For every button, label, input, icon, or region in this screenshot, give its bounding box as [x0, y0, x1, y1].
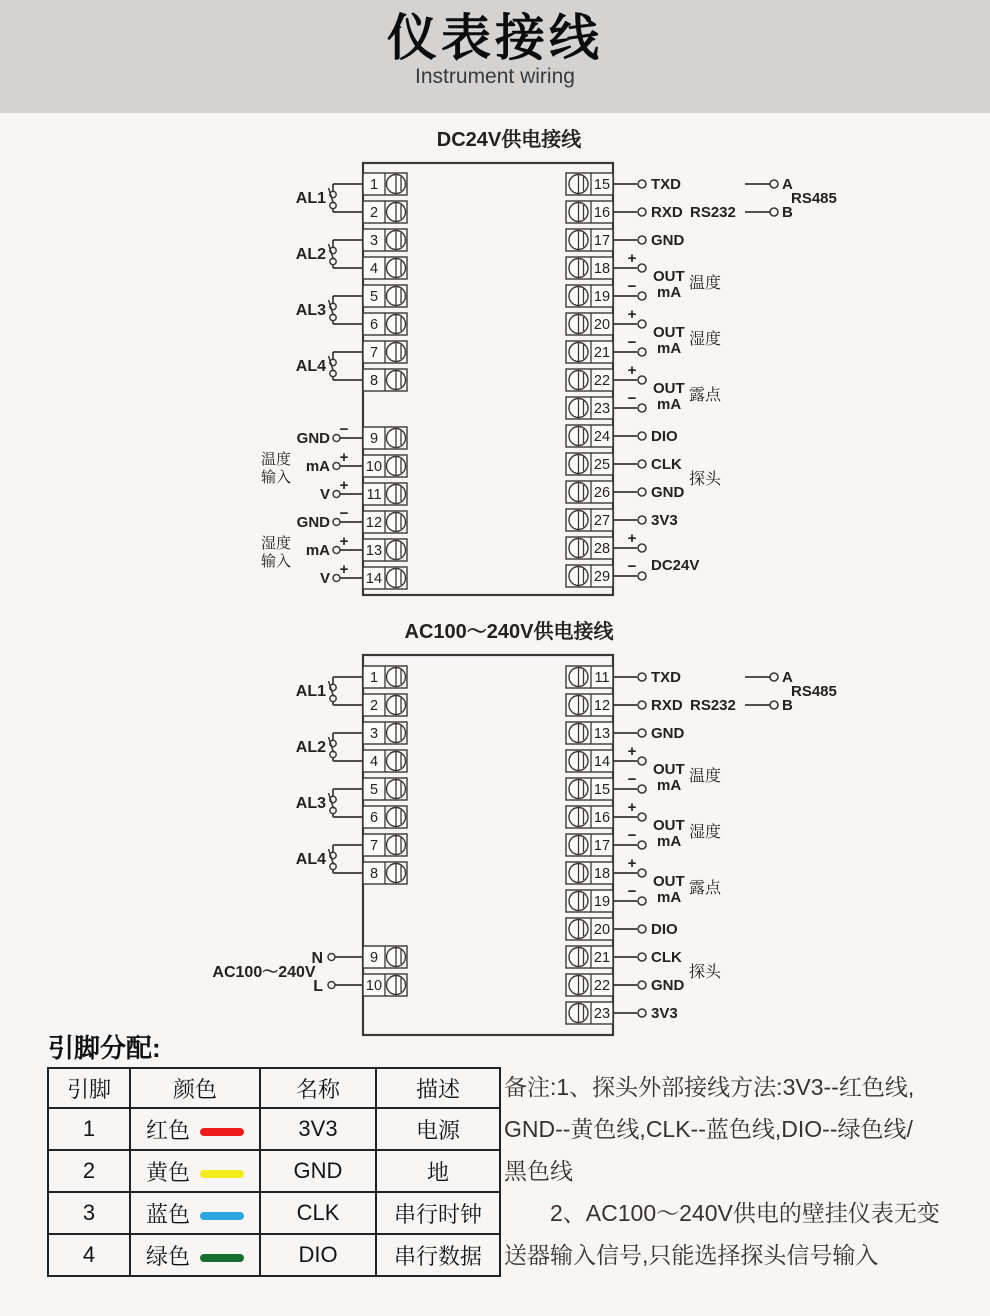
probe-label: 探头 [689, 471, 722, 488]
rs232-label: RS232 [690, 204, 736, 221]
power-node [328, 954, 335, 961]
power-source-label: AC100～240V [212, 964, 316, 981]
output-node [638, 292, 646, 300]
pin-table-cell-name: CLK [260, 1192, 376, 1234]
output-node [638, 460, 646, 468]
input-group-label: 输入 [260, 553, 292, 570]
power-line-label: L [313, 978, 323, 995]
pin-number: 1 [369, 177, 379, 193]
wire-color-name: 红色 [145, 1117, 190, 1143]
pin-number: 12 [365, 515, 383, 531]
wire-color-name: 绿色 [145, 1243, 190, 1269]
polarity-sign: + [339, 449, 349, 466]
pin-number: 17 [593, 838, 611, 854]
output-label: OUT [653, 873, 685, 890]
pin-table-header-cell: 描述 [376, 1068, 500, 1108]
output-tag-label: 温度 [689, 275, 722, 292]
pin-function-label: 3V3 [651, 1005, 678, 1022]
pin-number: 21 [593, 345, 611, 361]
pin-function-label: TXD [651, 669, 681, 686]
output-label: OUT [653, 380, 685, 397]
pin-table-body [48, 1108, 500, 1276]
pin-table-cell-name: GND [260, 1150, 376, 1192]
alarm-switch-label: AL4 [295, 358, 326, 375]
rs485-b-label: B [782, 204, 793, 221]
output-node [638, 208, 646, 216]
pin-number: 10 [365, 459, 383, 475]
pin-number: 4 [369, 754, 379, 770]
polarity-sign: − [627, 558, 637, 575]
polarity-sign: + [339, 533, 349, 550]
alarm-switch-label: AL4 [295, 851, 326, 868]
pin-table-cell-desc: 电源 [376, 1108, 500, 1150]
output-node [638, 981, 646, 989]
pin-table-cell-pin: 1 [48, 1108, 130, 1150]
pin-table-cell-color [130, 1192, 260, 1234]
rs485-label: RS485 [791, 683, 837, 700]
probe-label: 探头 [689, 964, 722, 981]
alarm-switch-label: AL3 [295, 795, 326, 812]
pin-number: 14 [593, 754, 611, 770]
pin-number: 27 [593, 513, 611, 529]
pin-number: 11 [594, 670, 610, 686]
polarity-sign: − [627, 334, 637, 351]
input-signal-label: GND [296, 514, 330, 531]
input-signal-label: mA [305, 458, 330, 475]
output-node [638, 236, 646, 244]
polarity-sign: − [627, 771, 637, 788]
output-unit-label: mA [657, 777, 682, 794]
polarity-sign: + [627, 799, 637, 816]
output-node [638, 785, 646, 793]
output-node [638, 673, 646, 681]
pin-number: 20 [593, 317, 611, 333]
input-signal-label: V [319, 570, 330, 587]
output-node [638, 925, 646, 933]
page-subtitle: Instrument wiring [415, 65, 575, 88]
output-tag-label: 湿度 [689, 331, 722, 348]
output-label: OUT [653, 817, 685, 834]
output-node [638, 376, 646, 384]
output-unit-label: mA [657, 833, 682, 850]
output-unit-label: mA [657, 340, 682, 357]
output-node [638, 264, 646, 272]
pin-number: 28 [593, 541, 611, 557]
rs232-label: RS232 [690, 697, 736, 714]
pin-number: 20 [593, 922, 611, 938]
polarity-sign: − [627, 883, 637, 900]
pin-number: 2 [369, 698, 379, 714]
output-tag-label: 露点 [689, 387, 722, 404]
pin-function-label: GND [651, 725, 685, 742]
pin-number: 22 [593, 978, 611, 994]
polarity-sign: + [627, 362, 637, 379]
pin-number: 11 [366, 487, 382, 503]
output-node [638, 404, 646, 412]
diagram-title: DC24V供电接线 [436, 129, 582, 151]
output-unit-label: mA [657, 889, 682, 906]
pin-table-cell-desc: 地 [376, 1150, 500, 1192]
pin-number: 2 [369, 205, 379, 221]
pin-table-cell-pin: 3 [48, 1192, 130, 1234]
pin-number: 16 [593, 205, 611, 221]
rs485-a-label: A [782, 669, 793, 686]
polarity-sign: + [627, 306, 637, 323]
pin-number: 4 [369, 261, 379, 277]
input-group-label: 湿度 [260, 535, 292, 552]
output-node [638, 432, 646, 440]
polarity-sign: + [627, 855, 637, 872]
pin-number: 6 [369, 317, 379, 333]
rs485-label: RS485 [791, 190, 837, 207]
pin-number: 17 [593, 233, 611, 249]
note-line: 送器输入信号,只能选择探头信号输入 [504, 1242, 879, 1268]
pin-table-cell-color [130, 1150, 260, 1192]
pin-table-header-cell: 名称 [260, 1068, 376, 1108]
output-node [638, 813, 646, 821]
output-tag-label: 露点 [689, 880, 722, 897]
output-unit-label: mA [657, 284, 682, 301]
pin-table-row [48, 1108, 500, 1150]
input-signal-label: mA [305, 542, 330, 559]
notes-block [504, 1066, 984, 1276]
pin-function-label: RXD [651, 204, 683, 221]
pin-table-cell-desc: 串行时钟 [376, 1192, 500, 1234]
note-line: 2、AC100～240V供电的壁挂仪表无变 [504, 1200, 940, 1226]
power-line-label: N [311, 950, 323, 967]
pin-assignment-table [47, 1067, 501, 1277]
pin-number: 21 [593, 950, 611, 966]
output-node [638, 841, 646, 849]
pin-function-label: DIO [651, 921, 678, 938]
pin-number: 9 [369, 431, 379, 447]
rs485-node [770, 673, 778, 681]
pin-function-label: CLK [651, 456, 682, 473]
wire-color-swatch [200, 1170, 244, 1178]
pin-table-row [48, 1234, 500, 1276]
diagram-title: AC100～240V供电接线 [404, 621, 614, 643]
rs485-a-label: A [782, 176, 793, 193]
output-node [638, 757, 646, 765]
output-node [638, 180, 646, 188]
pin-number: 24 [593, 429, 611, 445]
pin-number: 9 [369, 950, 379, 966]
rs485-node [770, 180, 778, 188]
pin-number: 19 [593, 289, 611, 305]
output-node [638, 488, 646, 496]
output-tag-label: 湿度 [689, 824, 722, 841]
output-node [638, 544, 646, 552]
pin-number: 22 [593, 373, 611, 389]
pin-table-cell-name: 3V3 [260, 1108, 376, 1150]
polarity-sign: + [339, 477, 349, 494]
output-node [638, 516, 646, 524]
output-node [638, 348, 646, 356]
pin-number: 3 [369, 233, 379, 249]
polarity-sign: − [627, 827, 637, 844]
output-node [638, 572, 646, 580]
page-header [0, 0, 990, 113]
pin-table-cell-name: DIO [260, 1234, 376, 1276]
pin-number: 8 [369, 373, 379, 389]
polarity-sign: + [339, 561, 349, 578]
pin-table-head [48, 1068, 500, 1108]
pin-function-label: DIO [651, 428, 678, 445]
note-line: 黑色线 [504, 1158, 573, 1184]
power-output-label: DC24V [651, 557, 700, 574]
output-label: OUT [653, 324, 685, 341]
output-node [638, 701, 646, 709]
pin-number: 8 [369, 866, 379, 882]
pin-table-row [48, 1192, 500, 1234]
wire-color-swatch [200, 1128, 244, 1136]
pin-number: 23 [593, 1006, 611, 1022]
wire-color-name: 黄色 [145, 1159, 190, 1185]
wire-color-swatch [200, 1212, 244, 1220]
pin-function-label: TXD [651, 176, 681, 193]
pin-table-header-cell: 颜色 [130, 1068, 260, 1108]
pin-function-label: GND [651, 232, 685, 249]
wire-color-swatch [200, 1254, 244, 1262]
pin-number: 23 [593, 401, 611, 417]
pin-table-cell-pin: 2 [48, 1150, 130, 1192]
polarity-sign: − [339, 505, 349, 522]
rs485-node [770, 701, 778, 709]
pin-number: 7 [369, 838, 379, 854]
note-line: GND--黄色线,CLK--蓝色线,DIO--绿色线/ [504, 1116, 913, 1142]
pin-table-cell-pin: 4 [48, 1234, 130, 1276]
output-node [638, 897, 646, 905]
pin-number: 15 [593, 782, 611, 798]
rs485-b-label: B [782, 697, 793, 714]
pin-number: 18 [593, 866, 611, 882]
pin-number: 15 [593, 177, 611, 193]
output-label: OUT [653, 761, 685, 778]
wire-color-name: 蓝色 [145, 1201, 190, 1227]
output-node [638, 729, 646, 737]
polarity-sign: + [627, 530, 637, 547]
output-node [638, 1009, 646, 1017]
pin-number: 13 [593, 726, 611, 742]
pin-number: 12 [593, 698, 611, 714]
alarm-switch-label: AL1 [295, 190, 326, 207]
pin-table-cell-color [130, 1108, 260, 1150]
output-node [638, 869, 646, 877]
pin-number: 25 [593, 457, 611, 473]
pin-table-header-cell: 引脚 [48, 1068, 130, 1108]
pin-function-label: 3V3 [651, 512, 678, 529]
input-group-label: 温度 [260, 451, 292, 468]
input-signal-label: GND [296, 430, 330, 447]
pin-number: 5 [369, 289, 379, 305]
pin-number: 1 [369, 670, 379, 686]
polarity-sign: − [339, 421, 349, 438]
diagram-dc24v-wiring [0, 118, 990, 614]
pin-number: 14 [365, 571, 383, 587]
pin-number: 19 [593, 894, 611, 910]
pin-function-label: CLK [651, 949, 682, 966]
pin-table-header-row [48, 1068, 500, 1108]
pin-number: 29 [593, 569, 611, 585]
input-group-label: 输入 [260, 469, 292, 486]
pin-number: 16 [593, 810, 611, 826]
pin-number: 7 [369, 345, 379, 361]
pin-table-row [48, 1150, 500, 1192]
output-node [638, 320, 646, 328]
pin-number: 3 [369, 726, 379, 742]
output-tag-label: 温度 [689, 768, 722, 785]
polarity-sign: − [627, 390, 637, 407]
pin-table-cell-color [130, 1234, 260, 1276]
pin-number: 6 [369, 810, 379, 826]
diagram-ac100-240v-wiring [0, 610, 990, 1050]
pin-function-label: GND [651, 977, 685, 994]
pin-function-label: RXD [651, 697, 683, 714]
output-unit-label: mA [657, 396, 682, 413]
pin-number: 10 [365, 978, 383, 994]
input-signal-label: V [319, 486, 330, 503]
output-label: OUT [653, 268, 685, 285]
polarity-sign: − [627, 278, 637, 295]
alarm-switch-label: AL3 [295, 302, 326, 319]
rs485-node [770, 208, 778, 216]
alarm-switch-label: AL2 [295, 246, 326, 263]
pin-number: 18 [593, 261, 611, 277]
pin-table-cell-desc: 串行数据 [376, 1234, 500, 1276]
output-node [638, 953, 646, 961]
pin-assignment-heading: 引脚分配: [48, 1033, 161, 1063]
pin-number: 5 [369, 782, 379, 798]
note-line: 备注:1、探头外部接线方法:3V3--红色线, [504, 1074, 915, 1100]
power-node [328, 982, 335, 989]
polarity-sign: + [627, 743, 637, 760]
pin-number: 26 [593, 485, 611, 501]
pin-function-label: GND [651, 484, 685, 501]
pin-number: 13 [365, 543, 383, 559]
polarity-sign: + [627, 250, 637, 267]
alarm-switch-label: AL1 [295, 683, 326, 700]
page-title: 仪表接线 [387, 10, 603, 66]
alarm-switch-label: AL2 [295, 739, 326, 756]
